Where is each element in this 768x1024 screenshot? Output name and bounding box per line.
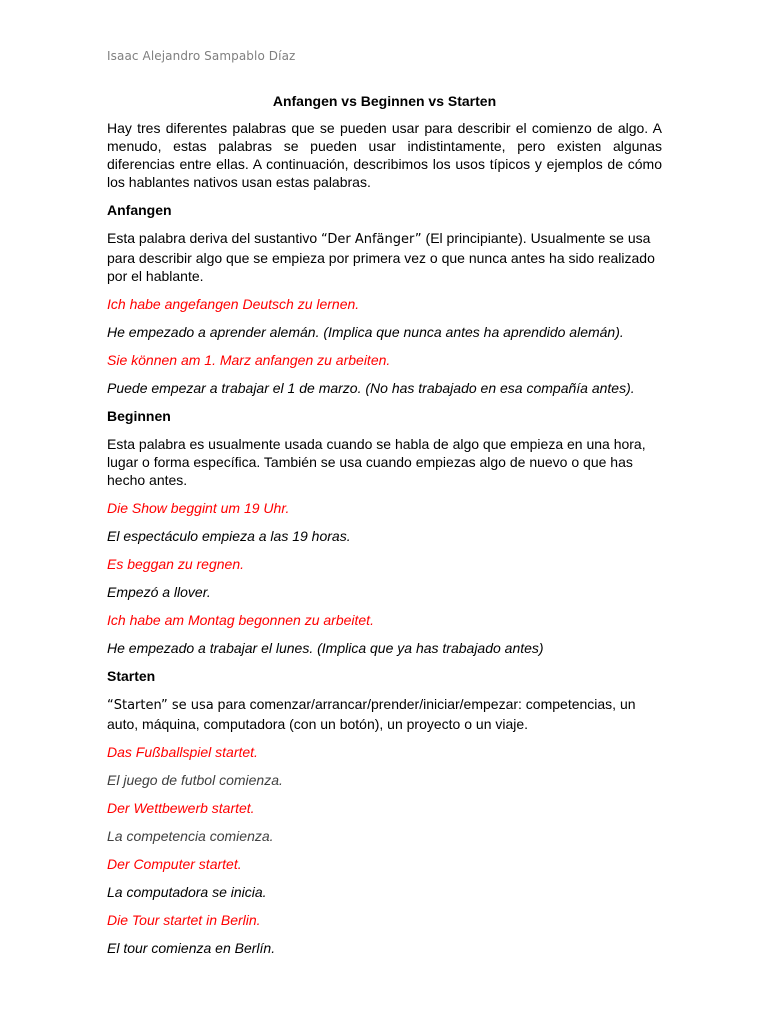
author-header: Isaac Alejandro Sampablo Díaz [107, 49, 296, 63]
section-heading-starten: Starten [107, 668, 156, 684]
anfangen-desc-quoted: “Der Anfänger” [321, 232, 422, 247]
spanish-translation: El juego de futbol comienza. [107, 772, 283, 788]
spanish-translation: El tour comienza en Berlín. [107, 940, 276, 956]
german-example: Der Computer startet. [107, 856, 242, 872]
spanish-translation: La competencia comienza. [107, 828, 274, 844]
german-example: Es beggan zu regnen. [107, 556, 244, 572]
anfangen-desc-before: Esta palabra deriva del sustantivo [107, 230, 322, 246]
starten-description [107, 695, 662, 733]
spanish-translation: He empezado a aprender alemán. (Implica que nunca antes ha aprendido alemán). [107, 324, 624, 340]
document-title: Anfangen vs Beginnen vs Starten [272, 93, 497, 109]
document-body [107, 92, 662, 967]
german-example: Ich habe angefangen Deutsch zu lernen. [107, 296, 360, 312]
german-example: Sie können am 1. Marz anfangen zu arbeiten. [107, 352, 391, 368]
anfangen-desc-after: (El principiante). Usualmente se usa para describir algo que se empieza por primera vez o que nunca antes ha sido realizado por el hablante. [107, 230, 655, 284]
section-heading-anfangen: Anfangen [107, 202, 172, 218]
german-example: Ich habe am Montag begonnen zu arbeitet. [107, 612, 374, 628]
spanish-translation: He empezado a trabajar el lunes. (Implica que ya has trabajado antes) [107, 640, 544, 656]
spanish-translation: Puede empezar a trabajar el 1 de marzo. (No has trabajado en esa compañía antes). [107, 380, 635, 396]
german-example: Die Tour startet in Berlin. [107, 912, 261, 928]
spanish-translation: La computadora se inicia. [107, 884, 267, 900]
german-example: Der Wettbewerb startet. [107, 800, 255, 816]
intro-paragraph: Hay tres diferentes palabras que se pueden usar para describir el comienzo de algo. A menudo, estas palabras se pueden usar indistintamente, pero existen algunas diferencias entre ellas. A continuación, describimos los usos típicos y ejemplos de cómo los hablantes nativos usan estas palabras. [107, 120, 662, 190]
spanish-translation: El espectáculo empieza a las 19 horas. [107, 528, 351, 544]
german-example: Das Fußballspiel startet. [107, 744, 258, 760]
german-example: Die Show beggint um 19 Uhr. [107, 500, 290, 516]
anfangen-description [107, 229, 662, 285]
section-heading-beginnen: Beginnen [107, 408, 171, 424]
starten-desc-after: para comenzar/arrancar/prender/iniciar/empezar: competencias, un auto, máquina, computadora (con un botón), un proyecto o un viaje. [107, 696, 636, 732]
starten-desc-quoted: “Starten” se usa [107, 698, 214, 713]
beginnen-description: Esta palabra es usualmente usada cuando se habla de algo que empieza en una hora, lugar o forma específica. También se usa cuando empiezas algo de nuevo o que has hecho antes. [107, 436, 646, 488]
spanish-translation: Empezó a llover. [107, 584, 211, 600]
